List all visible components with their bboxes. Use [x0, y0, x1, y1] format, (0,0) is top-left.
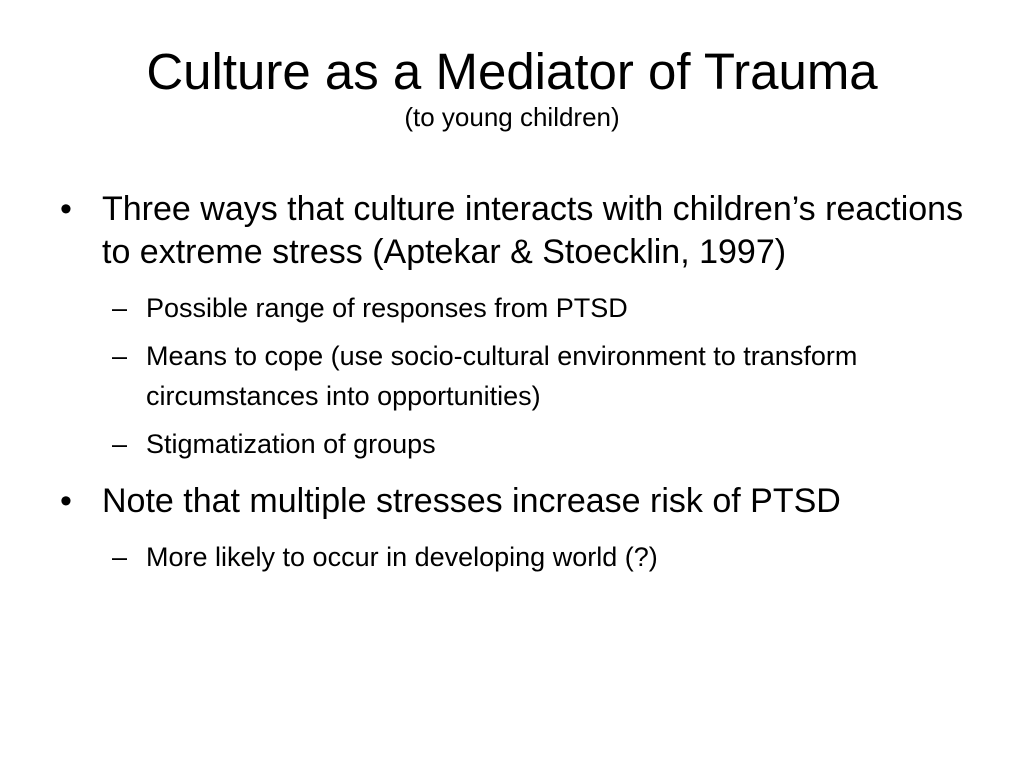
bullet-item: [60, 480, 980, 523]
sub-bullet-item: [112, 336, 980, 416]
sub-bullet-text: Stigmatization of groups: [146, 429, 436, 459]
sub-bullet-text: More likely to occur in developing world (?): [146, 542, 658, 572]
bullet-item: [60, 188, 980, 274]
sub-bullet-text: Means to cope (use socio-cultural environment to transform circumstances into opportunities): [146, 341, 858, 411]
dash-icon: –: [112, 429, 128, 459]
title-block: [0, 42, 1024, 132]
dash-icon: –: [112, 341, 128, 371]
dash-icon: –: [112, 542, 128, 572]
sub-bullet-text: Possible range of responses from PTSD: [146, 293, 628, 323]
bullet-text: Three ways that culture interacts with children’s reactions to extreme stress (Aptekar & Stoecklin, 1997): [102, 190, 964, 271]
sub-bullet-item: [112, 424, 980, 464]
sub-bullet-item: [112, 288, 980, 328]
bullet-dot-icon: •: [60, 190, 72, 228]
dash-icon: –: [112, 293, 128, 323]
bullet-text: Note that multiple stresses increase risk of PTSD: [102, 482, 841, 520]
slide-content: [60, 188, 980, 585]
sub-bullet-item: [112, 537, 980, 577]
slide-title: Culture as a Mediator of Trauma: [146, 43, 878, 100]
bullet-dot-icon: •: [60, 482, 72, 520]
slide-subtitle: (to young children): [404, 102, 620, 132]
